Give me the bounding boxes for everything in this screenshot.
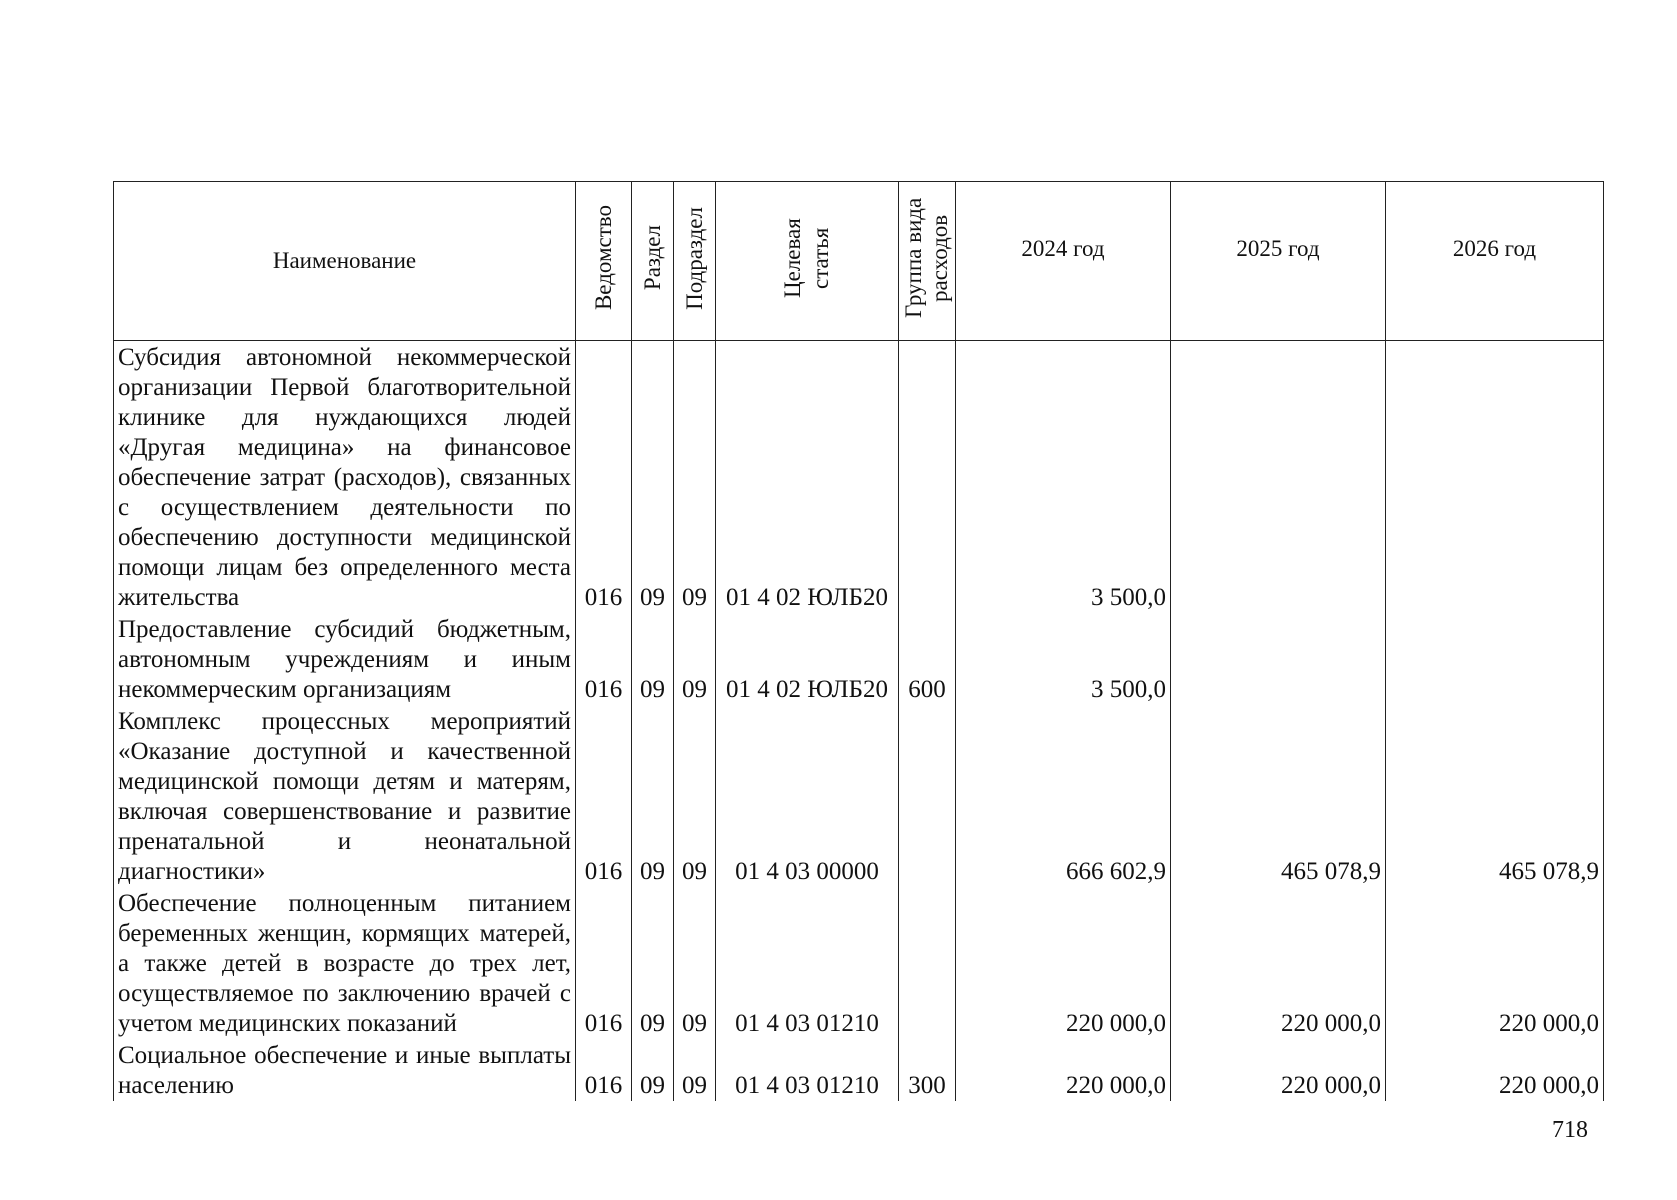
- header-year-2026: 2026 год: [1386, 182, 1604, 341]
- row-name: Предоставление субсидий бюджетным, автономным учреждениям и иным некоммерческим организациям: [114, 613, 576, 705]
- row-2025: [1171, 341, 1386, 614]
- row-section: 09: [632, 705, 674, 887]
- row-section: 09: [632, 613, 674, 705]
- table-row: [114, 1039, 1604, 1101]
- row-subsection: 09: [674, 1039, 716, 1101]
- row-name: Социальное обеспечение и иные выплаты населению: [114, 1039, 576, 1101]
- row-target-article: 01 4 02 ЮЛБ20: [716, 341, 899, 614]
- header-year-2024: 2024 год: [956, 182, 1171, 341]
- row-2024: 666 602,9: [956, 705, 1171, 887]
- row-2026: 465 078,9: [1386, 705, 1604, 887]
- header-expense-group: Группа вида расходов: [899, 182, 956, 341]
- row-2024: 220 000,0: [956, 887, 1171, 1039]
- row-target-article: 01 4 03 01210: [716, 1039, 899, 1101]
- row-2026: [1386, 613, 1604, 705]
- table-row: [114, 613, 1604, 705]
- row-2025: 465 078,9: [1171, 705, 1386, 887]
- row-department: 016: [576, 613, 632, 705]
- row-target-article: 01 4 03 01210: [716, 887, 899, 1039]
- row-subsection: 09: [674, 887, 716, 1039]
- header-section: Раздел: [632, 182, 674, 341]
- row-department: 016: [576, 341, 632, 614]
- table-row: [114, 341, 1604, 614]
- row-2025: 220 000,0: [1171, 1039, 1386, 1101]
- row-subsection: 09: [674, 613, 716, 705]
- row-name: Субсидия автономной некоммерческой организации Первой благотворительной клинике для нуждающихся людей «Другая медицина» на финансовое обеспечение затрат (расходов), связанных с осуществлением деятельности по обеспечению доступности медицинской помощи лицам без определенного места жительства: [114, 341, 576, 614]
- header-name: Наименование: [114, 182, 576, 341]
- row-2025: [1171, 613, 1386, 705]
- row-2024: 3 500,0: [956, 613, 1171, 705]
- header-department: Ведомство: [576, 182, 632, 341]
- row-expense-group: [899, 341, 956, 614]
- row-section: 09: [632, 1039, 674, 1101]
- row-target-article: 01 4 03 00000: [716, 705, 899, 887]
- row-2026: 220 000,0: [1386, 887, 1604, 1039]
- table-row: [114, 887, 1604, 1039]
- row-expense-group: [899, 705, 956, 887]
- row-subsection: 09: [674, 705, 716, 887]
- row-expense-group: [899, 887, 956, 1039]
- page-number: 718: [1552, 1117, 1588, 1143]
- header-subsection: Подраздел: [674, 182, 716, 341]
- row-subsection: 09: [674, 341, 716, 614]
- table-header-row: [114, 182, 1604, 341]
- row-2024: 220 000,0: [956, 1039, 1171, 1101]
- row-target-article: 01 4 02 ЮЛБ20: [716, 613, 899, 705]
- row-name: Комплекс процессных мероприятий «Оказание доступной и качественной медицинской помощи детям и матерям, включая совершенствование и развитие пренатальной и неонатальной диагностики»: [114, 705, 576, 887]
- budget-table: [113, 181, 1604, 1101]
- table-row: [114, 705, 1604, 887]
- row-expense-group: 300: [899, 1039, 956, 1101]
- row-section: 09: [632, 887, 674, 1039]
- row-2024: 3 500,0: [956, 341, 1171, 614]
- row-name: Обеспечение полноценным питанием беременных женщин, кормящих матерей, а также детей в возрасте до трех лет, осуществляемое по заключению врачей с учетом медицинских показаний: [114, 887, 576, 1039]
- row-expense-group: 600: [899, 613, 956, 705]
- row-section: 09: [632, 341, 674, 614]
- row-department: 016: [576, 705, 632, 887]
- row-2026: 220 000,0: [1386, 1039, 1604, 1101]
- row-2026: [1386, 341, 1604, 614]
- header-year-2025: 2025 год: [1171, 182, 1386, 341]
- row-department: 016: [576, 1039, 632, 1101]
- row-department: 016: [576, 887, 632, 1039]
- header-target-article: Целевая статья: [716, 182, 899, 341]
- row-2025: 220 000,0: [1171, 887, 1386, 1039]
